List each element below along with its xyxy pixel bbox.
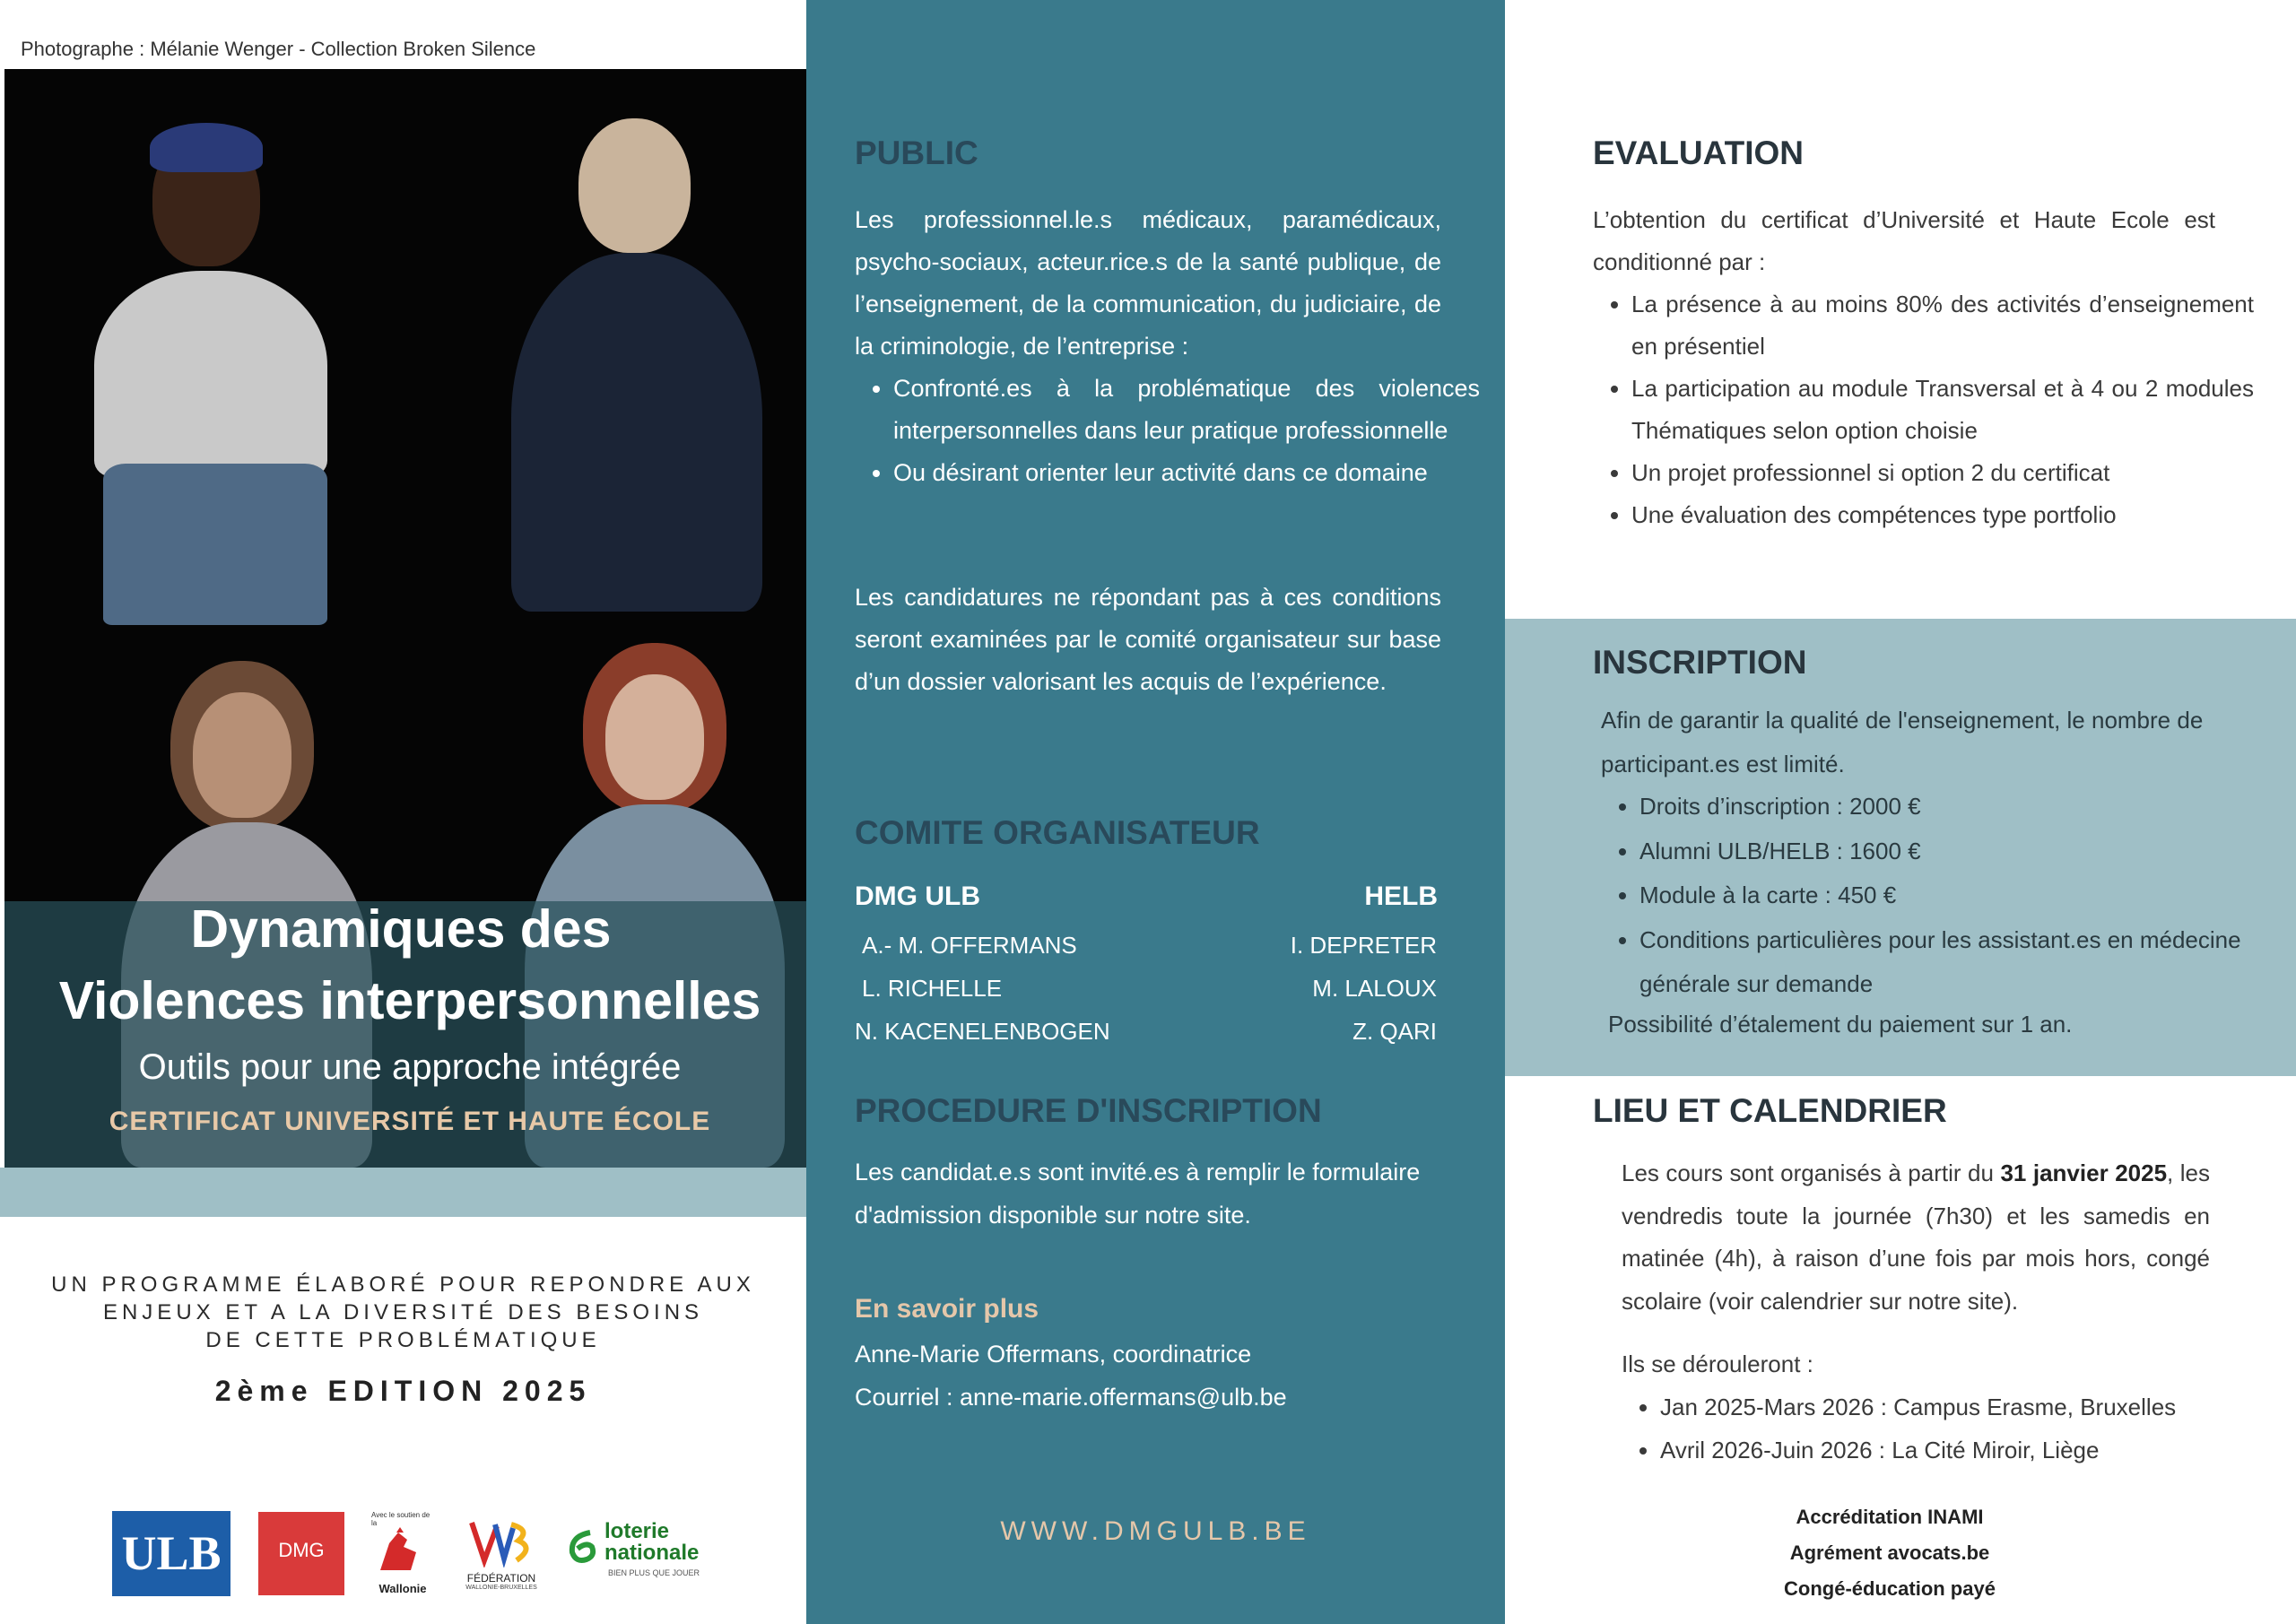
person-figure (493, 118, 780, 621)
lieu-text-end: , les vendredis toute la journée (7h30) et les samedis en matinée (4h), à raison d’une fois par mois hors, congé scolaire (voir calendrier sur notre site). (1622, 1159, 2210, 1315)
accreditation-line: Agrément avocats.be (1789, 1541, 1990, 1564)
wallonie-label: Wallonie (378, 1582, 427, 1595)
rooster-icon (371, 1527, 425, 1577)
wallonie-logo (371, 1511, 434, 1597)
program-title-line2: Violences interpersonnelles (58, 971, 761, 1030)
list-item: • Un projet professionnel si option 2 du certificat (1631, 452, 2254, 494)
inscription-heading: INSCRIPTION (1593, 644, 1807, 681)
inscription-note: Possibilité d’étalement du paiement sur 1 an. (1608, 1011, 2073, 1038)
edition-label: 2ème EDITION 2025 (214, 1375, 592, 1407)
comite-heading: COMITE ORGANISATEUR (855, 814, 1260, 851)
decorative-band (0, 1168, 806, 1217)
programme-line: ENJEUX ET A LA DIVERSITÉ DES BESOINS (102, 1300, 704, 1324)
federation-mark-icon (461, 1515, 538, 1568)
dmg-logo (258, 1512, 344, 1595)
inscription-list (1601, 785, 2281, 1007)
public-list (855, 368, 1480, 494)
procedure-text: Les candidat.e.s sont invité.es à remplir le formulaire d'admission disponible sur notre site. (855, 1159, 1421, 1229)
list-item: • Module à la carte : 450 € (1639, 873, 2281, 918)
loterie-mark-icon (563, 1527, 603, 1567)
savoir-plus-heading: En savoir plus (855, 1294, 1039, 1324)
accreditation-line: Congé-éducation payé (1784, 1577, 1996, 1600)
list-item: • Ou désirant orienter leur activité dans ce domaine (893, 452, 1480, 494)
lieu-heading: LIEU ET CALENDRIER (1593, 1092, 1947, 1129)
accreditation-line: Accréditation INAMI (1796, 1506, 1984, 1528)
evaluation-text: L’obtention du certificat d’Université et Haute Ecole est conditionné par : (1593, 206, 2215, 275)
ulb-logo: ULB (112, 1511, 230, 1596)
contact-name: Anne-Marie Offermans, coordinatrice (855, 1341, 1252, 1368)
committee-member: A.- M. OFFERMANS (862, 932, 1077, 959)
wallonie-support-text: Avec le soutien de la (371, 1511, 430, 1527)
website-link[interactable]: WWW.DMGULB.BE (1000, 1516, 1311, 1546)
committee-member: M. LALOUX (1312, 975, 1437, 1002)
dmg-ulb-heading: DMG ULB (855, 881, 980, 911)
helb-heading: HELB (1364, 881, 1438, 911)
committee-member: N. KACENELENBOGEN (855, 1018, 1110, 1045)
person-figure (85, 123, 354, 625)
list-item: • Conditions particulières pour les assistant.es en médecine générale sur demande (1639, 918, 2281, 1007)
committee-member: I. DEPRETER (1290, 932, 1437, 959)
lieu-text (1622, 1152, 2210, 1323)
lieu-text-start: Les cours sont organisés à partir du (1622, 1159, 2001, 1186)
evaluation-list (1593, 283, 2254, 536)
photo-credit: Photographe : Mélanie Wenger - Collection Broken Silence (21, 38, 536, 60)
start-date: 31 janvier 2025 (2000, 1159, 2168, 1186)
loterie-label-2: nationale (604, 1541, 700, 1565)
public-text: Les professionnel.le.s médicaux, paramédicaux, psycho-sociaux, acteur.rice.s de la santé publique, de l’enseignement, de la communication, du judiciaire, de la criminologie, de l’entreprise : (855, 206, 1441, 360)
list-item: • La participation au module Transversal et à 4 ou 2 modules Thématiques selon option choisie (1631, 368, 2254, 452)
programme-line: UN PROGRAMME ÉLABORÉ POUR REPONDRE AUX (51, 1272, 755, 1297)
program-title-line1: Dynamiques des (190, 899, 612, 959)
certificate-label: CERTIFICAT UNIVERSITÉ ET HAUTE ÉCOLE (109, 1107, 711, 1136)
list-item: • Alumni ULB/HELB : 1600 € (1639, 829, 2281, 874)
loterie-label-1: loterie (604, 1519, 670, 1543)
evaluation-heading: EVALUATION (1593, 135, 1805, 171)
lieu-intro: Ils se dérouleront : (1622, 1350, 1813, 1377)
lieu-list (1622, 1386, 2248, 1472)
public-heading: PUBLIC (855, 135, 978, 171)
federation-logo (461, 1515, 542, 1596)
contact-email[interactable]: Courriel : anne-marie.offermans@ulb.be (855, 1384, 1287, 1411)
program-subtitle: Outils pour une approche intégrée (138, 1047, 682, 1087)
dmg-logo-text: DMG (278, 1539, 325, 1561)
federation-sub-label: WALLONIE-BRUXELLES (465, 1585, 537, 1591)
loterie-tagline: BIEN PLUS QUE JOUER (608, 1568, 700, 1577)
list-item: • Confronté.es à la problématique des violences interpersonnelles dans leur pratique professionnelle (893, 368, 1480, 452)
procedure-heading: PROCEDURE D'INSCRIPTION (855, 1092, 1322, 1129)
programme-line: DE CETTE PROBLÉMATIQUE (205, 1328, 601, 1352)
federation-label: FÉDÉRATION (466, 1572, 536, 1585)
list-item: • Droits d’inscription : 2000 € (1639, 785, 2281, 829)
committee-member: L. RICHELLE (862, 975, 1003, 1002)
list-item: • Avril 2026-Juin 2026 : La Cité Miroir, Liège (1660, 1429, 2248, 1472)
inscription-text: Afin de garantir la qualité de l'enseignement, le nombre de participant.es est limité. (1601, 707, 2204, 777)
candidatures-text: Les candidatures ne répondant pas à ces conditions seront examinées par le comité organisateur sur base d’un dossier valorisant les acquis de l’expérience. (855, 584, 1441, 695)
list-item: • Jan 2025-Mars 2026 : Campus Erasme, Bruxelles (1660, 1386, 2248, 1429)
committee-member: Z. QARI (1352, 1018, 1437, 1045)
list-item: • La présence à au moins 80% des activités d’enseignement en présentiel (1631, 283, 2254, 368)
list-item: • Une évaluation des compétences type portfolio (1631, 494, 2254, 536)
loterie-logo (563, 1520, 725, 1583)
